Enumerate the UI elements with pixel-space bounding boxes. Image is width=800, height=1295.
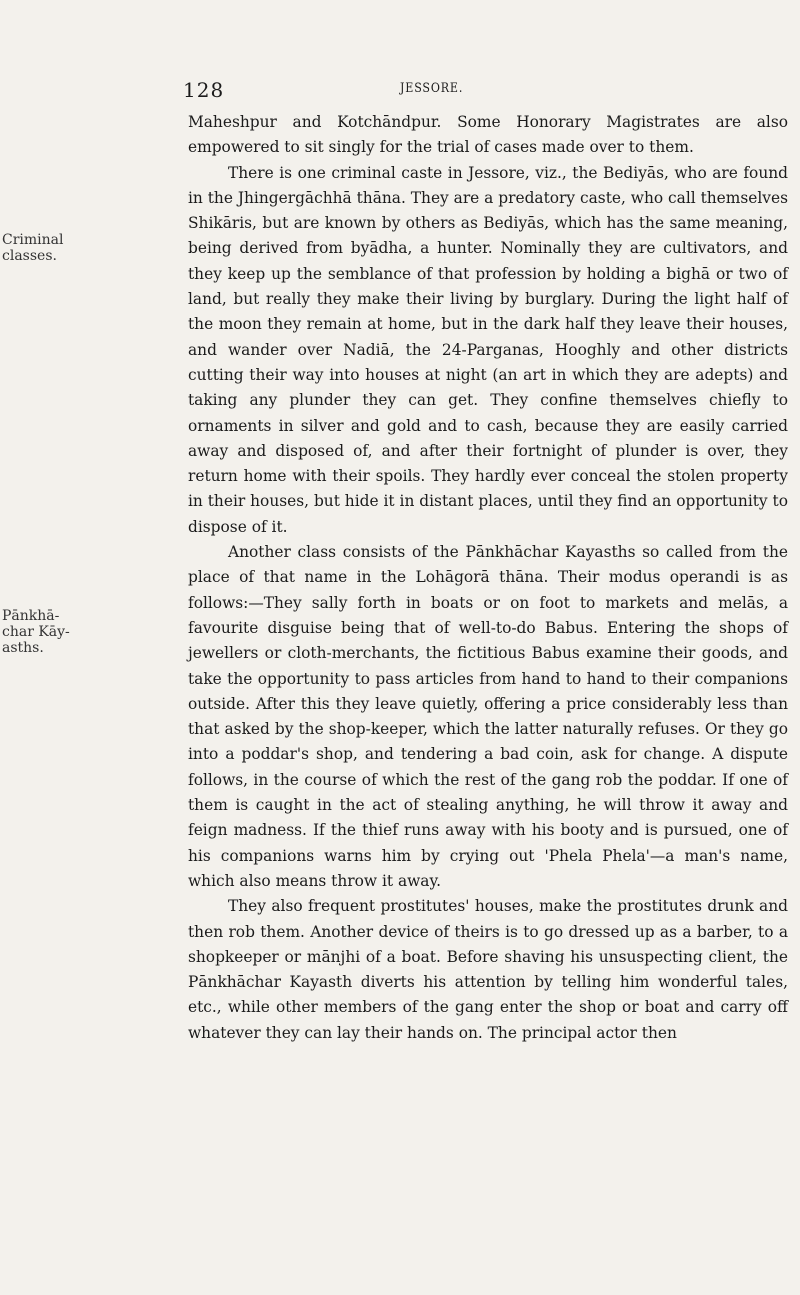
margin-note-pankhachar-kayasths: Pānkhā-char Kāy-asths. bbox=[2, 608, 70, 656]
margin-note-criminal-classes: Criminal classes. bbox=[2, 232, 64, 264]
page-number: 128 bbox=[183, 78, 225, 102]
paragraph-bediyas: There is one criminal caste in Jessore, viz., the Bediyās, who are found in the Jhingergāchhā thāna. They are a predatory caste, who call themselves Shikāris, but are known by others as Bediyās, which has the same meaning, being derived from byādha, a hunter. Nominally they are cultivators, and they keep up the semblance of that profession by holding a bighā or two of land, but really they make their living by burglary. During the light half of the moon they remain at home, but in the dark half they leave their houses, and wander over Nadiā, the 24-Parganas, Hooghly and other districts cutting their way into houses at night (an art in which they are adepts) and taking any plunder they can get. They confine themselves chiefly to ornaments in silver and gold and to cash, because they are easily carried away and disposed of, and after their fortnight of plunder is over, they return home with their spoils. They hardly ever conceal the stolen property in their houses, but hide it in distant places, until they find an opportunity to dispose of it. bbox=[188, 163, 788, 536]
running-title: JESSORE. bbox=[400, 81, 464, 96]
body-text bbox=[188, 110, 788, 1046]
paragraph-pankhachar: Another class consists of the Pānkhāchar Kayasths so called from the place of that name in the Lohāgorā thāna. Their modus operandi is as follows:—They sally forth in boats or on foot to markets and melās, a favourite disguise being that of well-to-do Babus. Entering the shops of jewellers or cloth-merchants, the fictitious Babus examine their goods, and take the opportunity to pass articles from hand to hand to their companions outside. After this they leave quietly, offering a price considerably less than that asked by the shop-keeper, which the latter naturally refuses. Or they go into a poddar's shop, and tendering a bad coin, ask for change. A dispute follows, in the course of which the rest of the gang rob the poddar. If one of them is caught in the act of stealing anything, he will throw it away and feign madness. If the thief runs away with his booty and is pursued, one of his companions warns him by crying out 'Phela Phela'—a man's name, which also means throw it away. bbox=[188, 543, 788, 890]
paragraph-continuation: Maheshpur and Kotchāndpur. Some Honorary Magistrates are also empowered to sit singly for the trial of cases made over to them. bbox=[188, 113, 788, 157]
paragraph-devices: They also frequent prostitutes' houses, make the prostitutes drunk and then rob them. Another device of theirs is to go dressed up as a barber, to a shopkeeper or mānjhi of a boat. Before shaving his unsuspecting client, the Pānkhāchar Kayasth diverts his attention by telling him wonderful tales, etc., while other members of the gang enter the shop or boat and carry off whatever they can lay their hands on. The principal actor then bbox=[188, 897, 788, 1042]
